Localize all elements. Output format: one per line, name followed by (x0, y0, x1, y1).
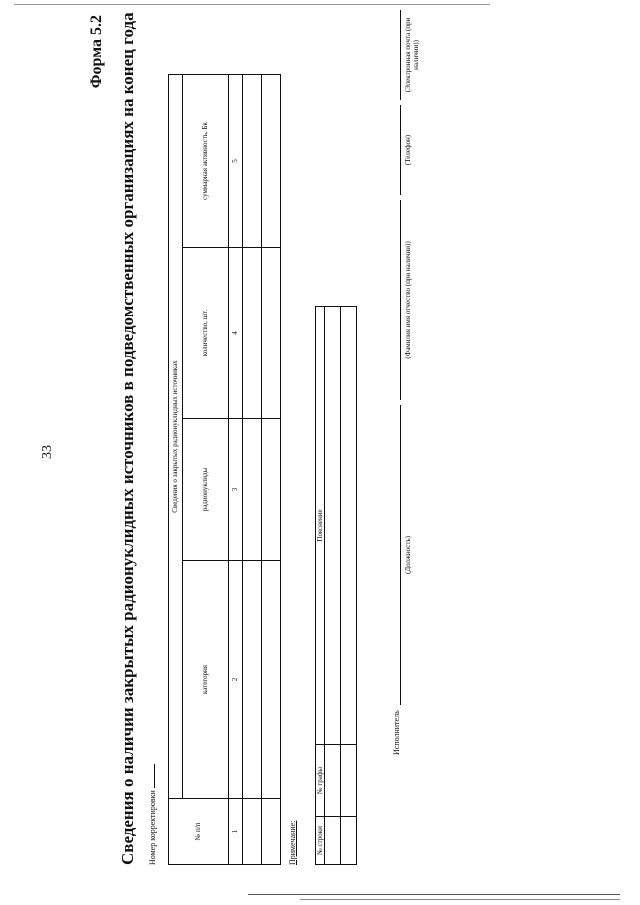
table-row (262, 75, 281, 865)
header-group: Сведения о закрытых радионуклидных источниках (169, 75, 183, 799)
email-caption: (Электронная почта (при наличии)) (404, 17, 421, 93)
email-signature-line[interactable] (400, 10, 401, 100)
table-cell[interactable] (243, 419, 262, 561)
column-number: 5 (229, 75, 243, 248)
name-signature-line[interactable] (400, 200, 401, 400)
notes-table (315, 306, 357, 865)
document-title: Сведения о наличии закрытых радионуклидных источников в подведомственных организациях на конец года (118, 12, 137, 865)
table-cell[interactable] (262, 799, 281, 865)
header-num: № п/п (169, 799, 229, 865)
table-cell[interactable] (262, 561, 281, 799)
table-cell[interactable] (325, 817, 341, 865)
table-cell[interactable] (262, 75, 281, 248)
position-signature-line[interactable] (400, 405, 401, 705)
table-row (341, 307, 357, 865)
column-number: 1 (229, 799, 243, 865)
executor-label: Исполнитель (392, 710, 401, 755)
name-caption: (Фамилия имя отчество (при наличии)) (404, 241, 412, 359)
table-cell[interactable] (341, 817, 357, 865)
table-cell[interactable] (341, 745, 357, 817)
header-radionuclides: радионуклиды (183, 419, 229, 561)
phone-signature-line[interactable] (400, 105, 401, 195)
table-row (243, 75, 262, 865)
page-number: 33 (40, 445, 55, 459)
column-number: 2 (229, 561, 243, 799)
notes-header-row-num: № строки (316, 817, 325, 865)
notes-header-explanation: Пояснение (316, 307, 325, 745)
header-quantity: количество, шт. (183, 248, 229, 419)
column-number: 4 (229, 248, 243, 419)
phone-caption: (Телефон) (404, 134, 412, 166)
table-cell[interactable] (325, 307, 341, 745)
table-cell[interactable] (341, 307, 357, 745)
table-row (325, 307, 341, 865)
correction-number (147, 764, 157, 865)
table-cell[interactable] (262, 248, 281, 419)
correction-label: Номер корректировки (148, 790, 157, 865)
column-number: 3 (229, 419, 243, 561)
column-number-row (229, 75, 243, 865)
table-cell[interactable] (325, 745, 341, 817)
notes-caption: Примечание: (288, 820, 297, 865)
header-category: категория (183, 561, 229, 799)
header-activity: суммарная активность, Бк (183, 75, 229, 248)
form-label: Форма 5.2 (88, 15, 105, 89)
table-cell[interactable] (262, 419, 281, 561)
main-table (168, 74, 281, 865)
table-cell[interactable] (243, 75, 262, 248)
table-cell[interactable] (243, 248, 262, 419)
notes-header-col-num: № графы (316, 745, 325, 817)
position-caption: (Должность) (404, 536, 412, 574)
correction-field[interactable] (147, 764, 155, 788)
table-cell[interactable] (243, 799, 262, 865)
table-cell[interactable] (243, 561, 262, 799)
